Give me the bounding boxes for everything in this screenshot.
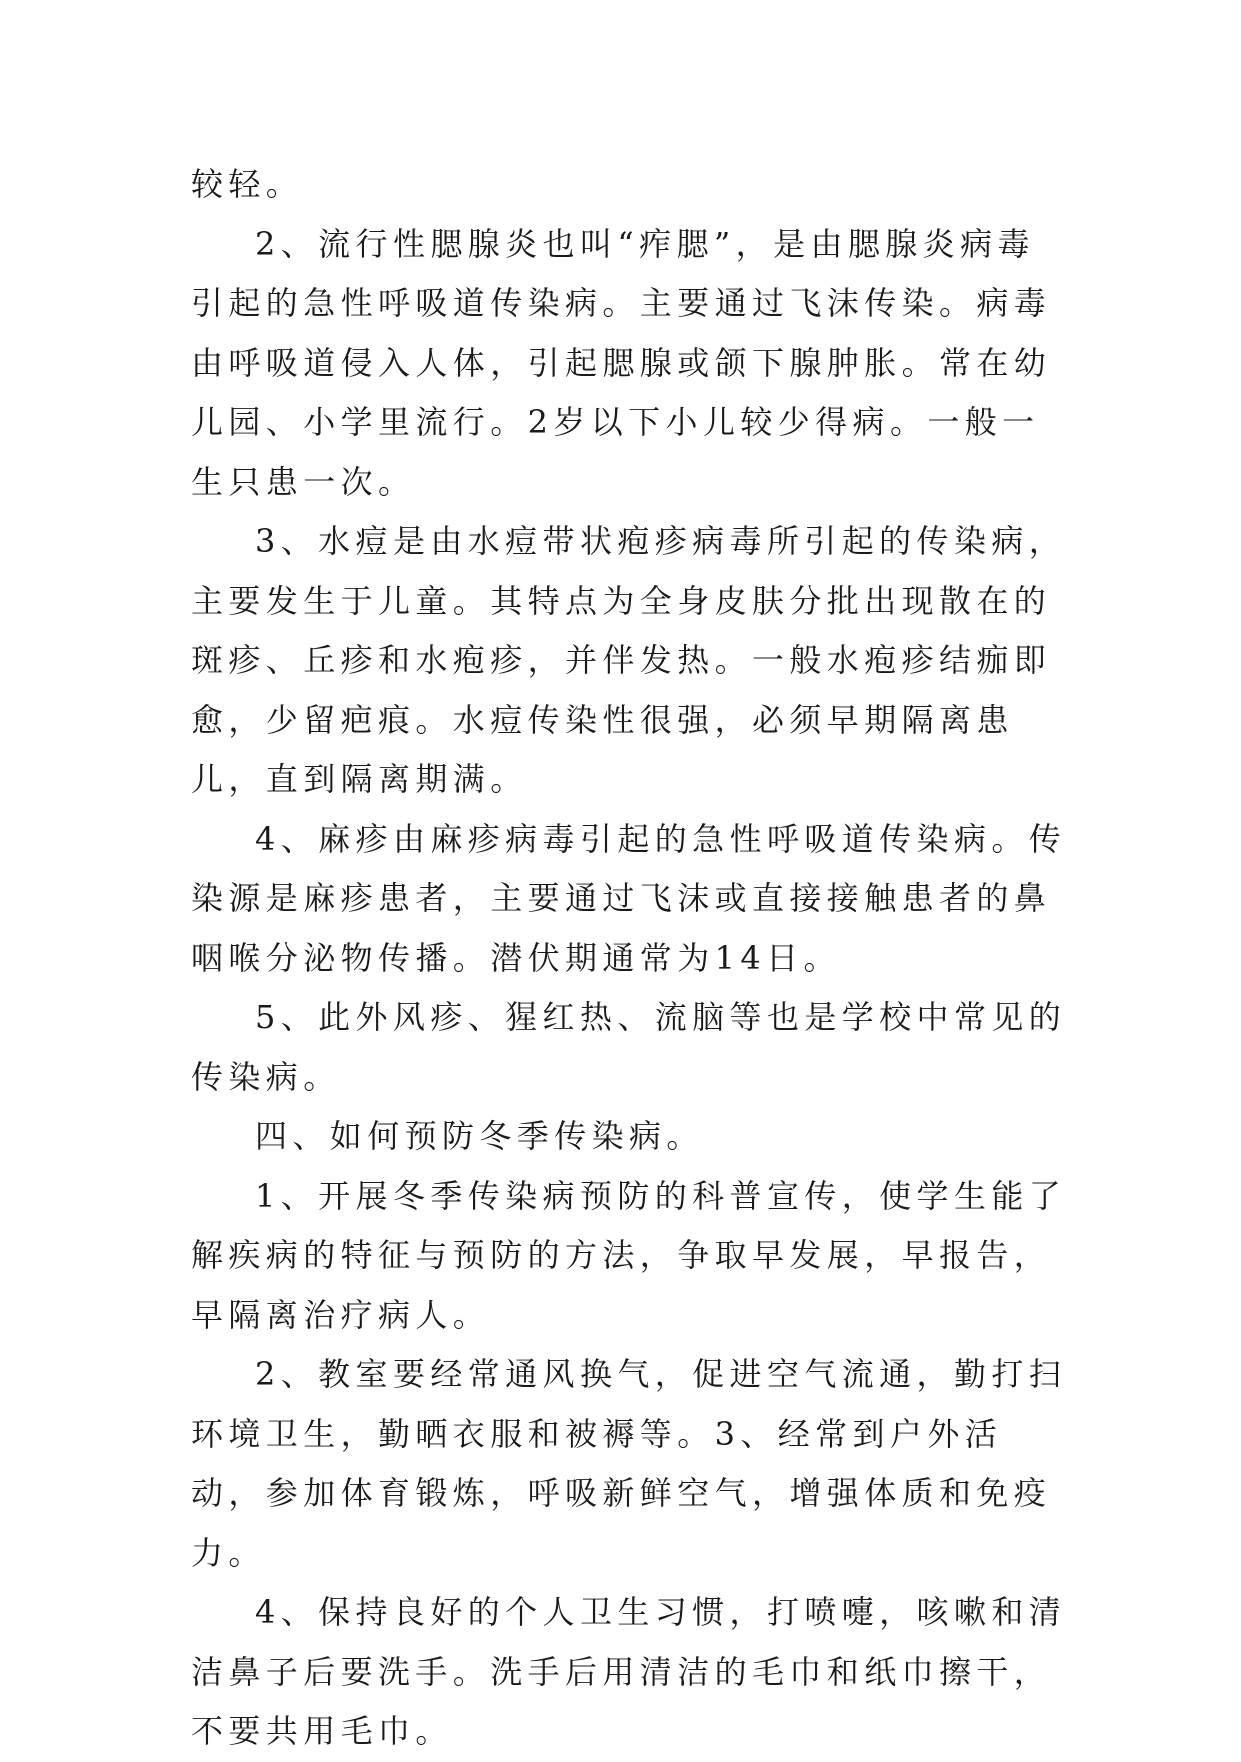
document-body	[191, 155, 1071, 1762]
paragraph-continuation: 较轻。	[191, 165, 304, 203]
paragraph-prevention-1: 1、开展冬季传染病预防的科普宣传，使学生能了解疾病的特征与预防的方法，争取早发展，早报告，早隔离治疗病人。	[191, 1176, 1067, 1334]
paragraph-measles: 4、麻疹由麻疹病毒引起的急性呼吸道传染病。传染源是麻疹患者，主要通过飞沫或直接接触患者的鼻咽喉分泌物传播。潜伏期通常为14日。	[191, 819, 1067, 977]
paragraph-other-diseases: 5、此外风疹、猩红热、流脑等也是学校中常见的传染病。	[191, 998, 1067, 1096]
section-heading-prevention: 四、如何预防冬季传染病。	[255, 1117, 704, 1155]
paragraph-mumps: 2、流行性腮腺炎也叫“痄腮”，是由腮腺炎病毒引起的急性呼吸道传染病。主要通过飞沫传染。病毒由呼吸道侵入人体，引起腮腺或颌下腺肿胀。常在幼儿园、小学里流行。2岁以下小儿较少得病。一般一生只患一次。	[191, 224, 1052, 501]
paragraph-prevention-4: 4、保持良好的个人卫生习惯，打喷嚏，咳嗽和清洁鼻子后要洗手。洗手后用清洁的毛巾和纸巾擦干，不要共用毛巾。	[191, 1593, 1067, 1750]
paragraph-prevention-2-3: 2、教室要经常通风换气，促进空气流通，勤打扫环境卫生，勤晒衣服和被褥等。3、经常到户外活动，参加体育锻炼，呼吸新鲜空气，增强体质和免疫力。	[191, 1355, 1067, 1572]
paragraph-chickenpox: 3、水痘是由水痘带状疱疹病毒所引起的传染病，主要发生于儿童。其特点为全身皮肤分批出现散在的斑疹、丘疹和水疱疹，并伴发热。一般水疱疹结痂即愈，少留疤痕。水痘传染性很强，必须早期隔离患儿，直到隔离期满。	[191, 522, 1067, 798]
